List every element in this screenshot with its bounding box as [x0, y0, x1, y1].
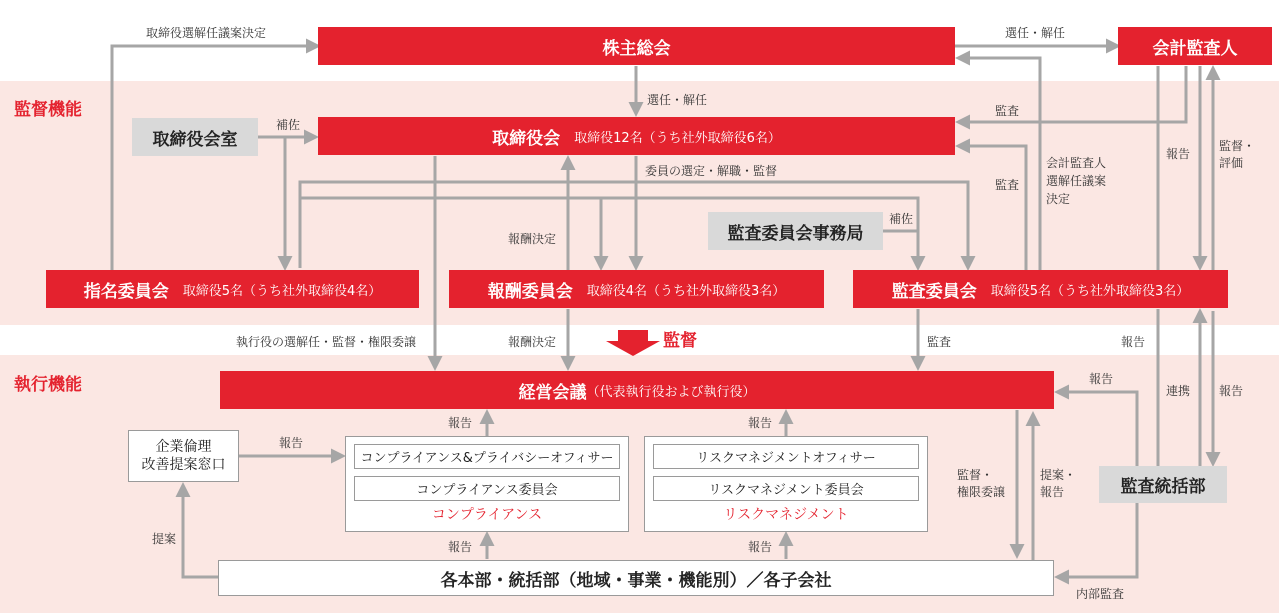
audit-committee-detail: 取締役5名（うち社外取締役3名）: [990, 283, 1190, 299]
nomination-name: 指名委員会: [83, 281, 169, 302]
management-name: 経営会議: [518, 382, 587, 403]
connector-line: [1057, 503, 1137, 577]
board-detail: 取締役12名（うち社外取締役6名）: [574, 130, 781, 146]
connector-line: [1057, 392, 1137, 466]
internal-audit-box: 監査統括部: [1099, 466, 1227, 503]
risk-officer-box: リスクマネジメントオフィサー: [653, 444, 919, 469]
label-appoint-dismiss-mid: 選任・解任: [647, 93, 708, 107]
board-office-box: 取締役会室: [132, 118, 258, 156]
label-supervision-delegation-2: 権限委譲: [957, 485, 1006, 499]
connector-line: [112, 46, 318, 270]
label-appoint-dismiss-top: 選任・解任: [1005, 26, 1066, 40]
compensation-committee-box: [449, 270, 824, 308]
supervision-arrow-label: 監督: [663, 331, 697, 351]
label-divisions-report-1: 報告: [448, 540, 473, 554]
ethics-window-line2: 改善提案窓口: [141, 457, 226, 473]
board-name: 取締役会: [492, 128, 561, 149]
label-proposal-report-2: 報告: [1040, 485, 1065, 499]
label-report-2: 報告: [1121, 335, 1146, 349]
audit-committee-box: [853, 270, 1228, 308]
label-assist-1: 補佐: [276, 118, 301, 132]
label-compensation-decision-top: 報酬決定: [508, 232, 557, 246]
label-report-6: 報告: [1219, 384, 1244, 398]
label-supervise-evaluate-1: 監督・: [1219, 139, 1256, 153]
accounting-auditor-box: 会計監査人: [1118, 27, 1272, 65]
management-detail: （代表執行役および執行役）: [586, 384, 756, 400]
label-supervision-delegation-1: 監督・: [957, 468, 994, 482]
label-report-1: 報告: [1166, 147, 1191, 161]
compliance-committee-box: コンプライアンス委員会: [354, 476, 620, 501]
ethics-window-line1: 企業倫理: [155, 439, 212, 455]
execution-section-title: 執行機能: [14, 375, 82, 395]
board-of-directors-box: [318, 117, 955, 155]
risk-committee-box: リスクマネジメント委員会: [653, 476, 919, 501]
nomination-detail: 取締役5名（うち社外取締役4名）: [182, 283, 382, 299]
label-proposal-report-1: 提案・: [1040, 468, 1077, 482]
label-proposal: 提案: [152, 532, 177, 546]
shareholders-meeting-box: 株主総会: [318, 27, 955, 65]
label-compensation-decision-mid: 報酬決定: [508, 335, 557, 349]
label-audit-1: 監査: [995, 104, 1020, 118]
label-assist-2: 補佐: [889, 212, 914, 226]
label-supervise-evaluate-2: 評価: [1219, 156, 1244, 170]
label-auditor-resolution-1: 会計監査人: [1046, 156, 1107, 170]
ethics-window-box: [128, 430, 239, 482]
label-audit-3: 監査: [927, 335, 952, 349]
label-executive-appointment: 執行役の選解任・監督・権限委譲: [236, 335, 417, 349]
audit-committee-name: 監査委員会: [891, 281, 977, 302]
management-meeting-box: [220, 371, 1054, 409]
connector-line: [958, 66, 1186, 122]
label-auditor-resolution-2: 選解任議案: [1046, 174, 1107, 188]
divisions-box: 各本部・統括部（地域・事業・機能別）／各子会社: [218, 560, 1054, 596]
label-ethics-report: 報告: [279, 436, 304, 450]
label-member-selection: 委員の選定・解職・監督: [645, 164, 778, 178]
label-divisions-report-2: 報告: [748, 540, 773, 554]
compliance-officer-box: コンプライアンス&プライバシーオフィサー: [354, 444, 620, 469]
label-auditor-resolution-3: 決定: [1046, 192, 1071, 206]
supervision-section-title: 監督機能: [14, 100, 82, 120]
compliance-title: コンプライアンス: [431, 507, 543, 523]
label-board-resolution: 取締役選解任議案決定: [146, 26, 267, 40]
label-audit-2: 監査: [995, 178, 1020, 192]
label-report-4: 報告: [448, 416, 473, 430]
connector-line: [958, 58, 1040, 270]
connector-line: [183, 485, 218, 577]
label-report-5: 報告: [748, 416, 773, 430]
compensation-name: 報酬委員会: [487, 281, 573, 302]
label-internal-audit: 内部監査: [1076, 587, 1125, 601]
risk-title: リスクマネジメント: [723, 507, 849, 523]
audit-committee-office-box: 監査委員会事務局: [708, 212, 883, 250]
supervision-arrow: [606, 330, 660, 356]
compensation-detail: 取締役4名（うち社外取締役3名）: [586, 283, 786, 299]
label-cooperation: 連携: [1166, 384, 1191, 398]
label-report-3: 報告: [1089, 372, 1114, 386]
nomination-committee-box: [46, 270, 419, 308]
